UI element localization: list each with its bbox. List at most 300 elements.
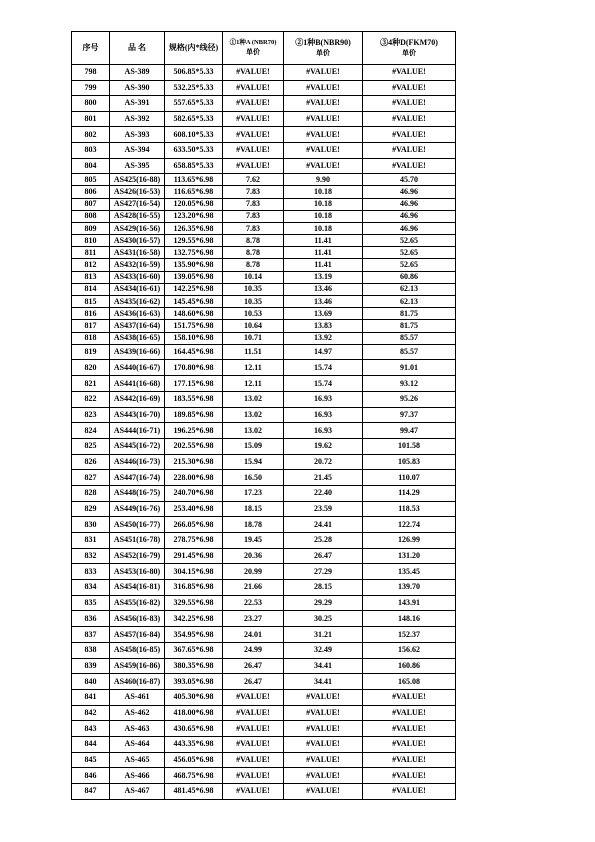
row-price-d: 156.62 xyxy=(363,642,456,658)
row-price-d: 85.57 xyxy=(363,344,456,360)
row-seq: 833 xyxy=(72,564,110,580)
row-price-d: #VALUE! xyxy=(363,784,456,800)
table-body xyxy=(72,65,456,800)
row-price-d: 62.13 xyxy=(363,283,456,295)
row-price-d: 52.65 xyxy=(363,247,456,259)
table-row xyxy=(72,360,456,376)
row-price-d: #VALUE! xyxy=(363,142,456,158)
row-price-a: 7.83 xyxy=(223,198,284,210)
row-price-b: #VALUE! xyxy=(284,65,363,81)
row-price-b: 26.47 xyxy=(284,548,363,564)
row-price-d: 52.65 xyxy=(363,235,456,247)
row-spec: 380.35*6.98 xyxy=(165,658,223,674)
row-name: AS454(16-81) xyxy=(110,580,165,596)
table-row xyxy=(72,752,456,768)
row-price-a: 7.83 xyxy=(223,210,284,222)
row-spec: 158.10*6.98 xyxy=(165,332,223,344)
row-spec: 132.75*6.98 xyxy=(165,247,223,259)
row-seq: 836 xyxy=(72,611,110,627)
row-price-d: 101.58 xyxy=(363,438,456,454)
row-spec: 116.65*6.98 xyxy=(165,186,223,198)
row-price-b: 10.18 xyxy=(284,198,363,210)
row-price-a: 10.35 xyxy=(223,283,284,295)
row-seq: 798 xyxy=(72,65,110,81)
row-price-d: #VALUE! xyxy=(363,96,456,112)
row-price-a: 13.02 xyxy=(223,423,284,439)
row-price-d: #VALUE! xyxy=(363,158,456,174)
row-price-d: 85.57 xyxy=(363,332,456,344)
row-price-d: 81.75 xyxy=(363,320,456,332)
table-row xyxy=(72,595,456,611)
row-name: AS440(16-67) xyxy=(110,360,165,376)
row-spec: 557.65*5.33 xyxy=(165,96,223,112)
table-row xyxy=(72,259,456,271)
row-name: AS447(16-74) xyxy=(110,470,165,486)
row-price-b: 13.19 xyxy=(284,271,363,283)
row-name: AS436(16-63) xyxy=(110,308,165,320)
row-seq: 818 xyxy=(72,332,110,344)
row-price-b: #VALUE! xyxy=(284,784,363,800)
row-spec: 120.05*6.98 xyxy=(165,198,223,210)
row-seq: 832 xyxy=(72,548,110,564)
row-price-d: #VALUE! xyxy=(363,721,456,737)
row-spec: 189.85*6.98 xyxy=(165,407,223,423)
row-price-d: 46.96 xyxy=(363,198,456,210)
row-price-d: #VALUE! xyxy=(363,752,456,768)
row-price-d: 148.16 xyxy=(363,611,456,627)
row-seq: 801 xyxy=(72,111,110,127)
row-spec: 183.55*6.98 xyxy=(165,391,223,407)
row-seq: 814 xyxy=(72,283,110,295)
row-price-d: 165.08 xyxy=(363,674,456,690)
table-row xyxy=(72,470,456,486)
table-row xyxy=(72,296,456,308)
row-price-a: 21.66 xyxy=(223,580,284,596)
row-name: AS-395 xyxy=(110,158,165,174)
row-seq: 830 xyxy=(72,517,110,533)
row-spec: 129.55*6.98 xyxy=(165,235,223,247)
row-price-a: 15.94 xyxy=(223,454,284,470)
row-spec: 608.10*5.33 xyxy=(165,127,223,143)
row-seq: 799 xyxy=(72,80,110,96)
table-row xyxy=(72,501,456,517)
row-price-b: 16.93 xyxy=(284,407,363,423)
row-price-a: #VALUE! xyxy=(223,65,284,81)
table-row xyxy=(72,580,456,596)
row-price-d: 126.99 xyxy=(363,533,456,549)
row-price-b: 16.93 xyxy=(284,391,363,407)
header-col-a xyxy=(223,32,284,65)
row-spec: 633.50*5.33 xyxy=(165,142,223,158)
row-price-b: 11.41 xyxy=(284,259,363,271)
row-price-a: 23.27 xyxy=(223,611,284,627)
row-spec: 393.05*6.98 xyxy=(165,674,223,690)
table-row xyxy=(72,407,456,423)
table-row xyxy=(72,376,456,392)
row-price-a: 18.15 xyxy=(223,501,284,517)
row-price-b: 13.46 xyxy=(284,296,363,308)
row-price-a: 16.50 xyxy=(223,470,284,486)
row-price-d: 46.96 xyxy=(363,222,456,234)
row-name: AS444(16-71) xyxy=(110,423,165,439)
row-name: AS429(16-56) xyxy=(110,222,165,234)
row-name: AS455(16-82) xyxy=(110,595,165,611)
table-row xyxy=(72,247,456,259)
table-row xyxy=(72,158,456,174)
header-col-d-title: ③4种D(FKM70) xyxy=(380,38,438,47)
row-price-b: #VALUE! xyxy=(284,158,363,174)
row-price-a: 8.78 xyxy=(223,259,284,271)
row-price-a: 7.83 xyxy=(223,186,284,198)
row-spec: 228.00*6.98 xyxy=(165,470,223,486)
row-price-a: #VALUE! xyxy=(223,111,284,127)
row-price-a: 20.36 xyxy=(223,548,284,564)
row-seq: 808 xyxy=(72,210,110,222)
header-seq: 序号 xyxy=(72,32,110,65)
row-price-b: 13.92 xyxy=(284,332,363,344)
row-price-d: 45.70 xyxy=(363,174,456,186)
row-price-a: 15.09 xyxy=(223,438,284,454)
row-price-d: 152.37 xyxy=(363,627,456,643)
row-name: AS452(16-79) xyxy=(110,548,165,564)
row-price-d: 139.70 xyxy=(363,580,456,596)
row-price-b: #VALUE! xyxy=(284,768,363,784)
header-col-b-sub: 单价 xyxy=(316,49,330,57)
row-seq: 813 xyxy=(72,271,110,283)
row-price-d: #VALUE! xyxy=(363,689,456,705)
row-price-b: #VALUE! xyxy=(284,752,363,768)
row-name: AS441(16-68) xyxy=(110,376,165,392)
row-name: AS425(16-88) xyxy=(110,174,165,186)
header-name: 品 名 xyxy=(110,32,165,65)
row-price-a: #VALUE! xyxy=(223,705,284,721)
row-spec: 142.25*6.98 xyxy=(165,283,223,295)
row-spec: 148.60*6.98 xyxy=(165,308,223,320)
row-spec: 316.85*6.98 xyxy=(165,580,223,596)
row-seq: 804 xyxy=(72,158,110,174)
row-name: AS-394 xyxy=(110,142,165,158)
row-seq: 831 xyxy=(72,533,110,549)
row-price-a: #VALUE! xyxy=(223,142,284,158)
table-row xyxy=(72,142,456,158)
row-price-d: 99.47 xyxy=(363,423,456,439)
table-row xyxy=(72,423,456,439)
row-price-a: 13.02 xyxy=(223,391,284,407)
row-price-b: 34.41 xyxy=(284,674,363,690)
row-price-b: #VALUE! xyxy=(284,736,363,752)
row-price-a: #VALUE! xyxy=(223,689,284,705)
row-seq: 803 xyxy=(72,142,110,158)
row-price-b: 16.93 xyxy=(284,423,363,439)
row-price-d: #VALUE! xyxy=(363,111,456,127)
row-price-d: 114.29 xyxy=(363,485,456,501)
table-row xyxy=(72,127,456,143)
row-price-b: 20.72 xyxy=(284,454,363,470)
row-spec: 430.65*6.98 xyxy=(165,721,223,737)
header-spec: 规格(内*线径) xyxy=(165,32,223,65)
table-row xyxy=(72,674,456,690)
table-row xyxy=(72,689,456,705)
table-row xyxy=(72,564,456,580)
row-price-b: #VALUE! xyxy=(284,96,363,112)
row-spec: 367.65*6.98 xyxy=(165,642,223,658)
row-spec: 468.75*6.98 xyxy=(165,768,223,784)
row-spec: 532.25*5.33 xyxy=(165,80,223,96)
row-price-d: #VALUE! xyxy=(363,736,456,752)
row-price-d: 81.75 xyxy=(363,308,456,320)
table-row xyxy=(72,111,456,127)
row-name: AS434(16-61) xyxy=(110,283,165,295)
row-price-a: 10.64 xyxy=(223,320,284,332)
row-name: AS-466 xyxy=(110,768,165,784)
row-seq: 822 xyxy=(72,391,110,407)
row-price-a: 10.35 xyxy=(223,296,284,308)
row-spec: 443.35*6.98 xyxy=(165,736,223,752)
table-row xyxy=(72,344,456,360)
row-price-b: 11.41 xyxy=(284,247,363,259)
row-price-a: 8.78 xyxy=(223,235,284,247)
row-name: AS427(16-54) xyxy=(110,198,165,210)
row-seq: 843 xyxy=(72,721,110,737)
row-price-b: 27.29 xyxy=(284,564,363,580)
table-row xyxy=(72,705,456,721)
row-price-b: 15.74 xyxy=(284,376,363,392)
row-price-a: 7.62 xyxy=(223,174,284,186)
row-price-b: 21.45 xyxy=(284,470,363,486)
row-name: AS446(16-73) xyxy=(110,454,165,470)
row-seq: 817 xyxy=(72,320,110,332)
row-name: AS-467 xyxy=(110,784,165,800)
row-price-a: #VALUE! xyxy=(223,127,284,143)
row-spec: 354.95*6.98 xyxy=(165,627,223,643)
row-name: AS453(16-80) xyxy=(110,564,165,580)
row-name: AS438(16-65) xyxy=(110,332,165,344)
row-price-d: 110.07 xyxy=(363,470,456,486)
row-price-b: 10.18 xyxy=(284,186,363,198)
row-price-b: 13.83 xyxy=(284,320,363,332)
row-price-a: #VALUE! xyxy=(223,784,284,800)
row-seq: 834 xyxy=(72,580,110,596)
row-price-b: 10.18 xyxy=(284,222,363,234)
row-seq: 805 xyxy=(72,174,110,186)
table-row xyxy=(72,320,456,332)
table-row xyxy=(72,485,456,501)
table-row xyxy=(72,642,456,658)
row-name: AS448(16-75) xyxy=(110,485,165,501)
row-price-a: #VALUE! xyxy=(223,96,284,112)
row-price-a: 8.78 xyxy=(223,247,284,259)
row-price-a: #VALUE! xyxy=(223,768,284,784)
row-name: AS-389 xyxy=(110,65,165,81)
row-spec: 170.80*6.98 xyxy=(165,360,223,376)
header-col-b-title: ②1种B(NBR90) xyxy=(295,38,351,47)
row-price-b: 19.62 xyxy=(284,438,363,454)
row-price-b: 15.74 xyxy=(284,360,363,376)
table-row xyxy=(72,198,456,210)
header-col-a-sub: 单价 xyxy=(246,48,260,57)
table-row xyxy=(72,222,456,234)
row-seq: 842 xyxy=(72,705,110,721)
row-price-d: 52.65 xyxy=(363,259,456,271)
row-spec: 123.20*6.98 xyxy=(165,210,223,222)
row-price-b: #VALUE! xyxy=(284,127,363,143)
row-price-a: 12.11 xyxy=(223,376,284,392)
row-price-d: #VALUE! xyxy=(363,65,456,81)
row-price-d: 97.37 xyxy=(363,407,456,423)
row-price-d: 60.86 xyxy=(363,271,456,283)
row-price-a: 18.78 xyxy=(223,517,284,533)
row-name: AS439(16-66) xyxy=(110,344,165,360)
row-price-d: 62.13 xyxy=(363,296,456,308)
row-spec: 126.35*6.98 xyxy=(165,222,223,234)
row-price-d: 135.45 xyxy=(363,564,456,580)
row-price-a: 11.51 xyxy=(223,344,284,360)
row-price-a: #VALUE! xyxy=(223,80,284,96)
row-price-d: 118.53 xyxy=(363,501,456,517)
row-price-a: 10.71 xyxy=(223,332,284,344)
row-spec: 202.55*6.98 xyxy=(165,438,223,454)
row-spec: 135.90*6.98 xyxy=(165,259,223,271)
row-seq: 824 xyxy=(72,423,110,439)
row-name: AS442(16-69) xyxy=(110,391,165,407)
row-spec: 342.25*6.98 xyxy=(165,611,223,627)
row-spec: 658.85*5.33 xyxy=(165,158,223,174)
header-row xyxy=(72,32,456,65)
row-seq: 810 xyxy=(72,235,110,247)
row-seq: 841 xyxy=(72,689,110,705)
row-spec: 164.45*6.98 xyxy=(165,344,223,360)
table-row xyxy=(72,736,456,752)
row-price-d: 93.12 xyxy=(363,376,456,392)
row-name: AS-461 xyxy=(110,689,165,705)
table-row xyxy=(72,186,456,198)
price-table xyxy=(71,31,456,800)
row-seq: 845 xyxy=(72,752,110,768)
row-spec: 582.65*5.33 xyxy=(165,111,223,127)
table-row xyxy=(72,391,456,407)
row-price-b: #VALUE! xyxy=(284,705,363,721)
row-price-b: 31.21 xyxy=(284,627,363,643)
row-price-d: #VALUE! xyxy=(363,80,456,96)
row-price-a: #VALUE! xyxy=(223,721,284,737)
table-row xyxy=(72,454,456,470)
row-price-a: 20.99 xyxy=(223,564,284,580)
table-row xyxy=(72,210,456,222)
row-seq: 825 xyxy=(72,438,110,454)
row-price-b: #VALUE! xyxy=(284,721,363,737)
header-col-a-title: ①1种A (NBR70) xyxy=(229,38,277,46)
table-row xyxy=(72,438,456,454)
row-price-b: 30.25 xyxy=(284,611,363,627)
row-spec: 240.70*6.98 xyxy=(165,485,223,501)
row-name: AS445(16-72) xyxy=(110,438,165,454)
row-price-d: #VALUE! xyxy=(363,705,456,721)
row-seq: 811 xyxy=(72,247,110,259)
row-seq: 827 xyxy=(72,470,110,486)
row-name: AS-390 xyxy=(110,80,165,96)
row-name: AS428(16-55) xyxy=(110,210,165,222)
row-name: AS-392 xyxy=(110,111,165,127)
row-name: AS435(16-62) xyxy=(110,296,165,308)
row-spec: 266.05*6.98 xyxy=(165,517,223,533)
row-spec: 113.65*6.98 xyxy=(165,174,223,186)
table-row xyxy=(72,174,456,186)
row-seq: 812 xyxy=(72,259,110,271)
row-spec: 405.30*6.98 xyxy=(165,689,223,705)
row-seq: 807 xyxy=(72,198,110,210)
header-col-d xyxy=(363,32,456,65)
row-price-b: 9.90 xyxy=(284,174,363,186)
table-row xyxy=(72,308,456,320)
row-price-b: #VALUE! xyxy=(284,142,363,158)
row-price-a: #VALUE! xyxy=(223,158,284,174)
row-price-a: 10.14 xyxy=(223,271,284,283)
table-row xyxy=(72,658,456,674)
header-col-b xyxy=(284,32,363,65)
row-price-a: 7.83 xyxy=(223,222,284,234)
row-price-b: 24.41 xyxy=(284,517,363,533)
row-spec: 215.30*6.98 xyxy=(165,454,223,470)
row-name: AS-463 xyxy=(110,721,165,737)
row-seq: 847 xyxy=(72,784,110,800)
row-name: AS433(16-60) xyxy=(110,271,165,283)
row-price-b: 22.40 xyxy=(284,485,363,501)
row-price-a: 12.11 xyxy=(223,360,284,376)
table-row xyxy=(72,768,456,784)
row-name: AS450(16-77) xyxy=(110,517,165,533)
table-row xyxy=(72,533,456,549)
row-name: AS457(16-84) xyxy=(110,627,165,643)
row-spec: 145.45*6.98 xyxy=(165,296,223,308)
row-name: AS-464 xyxy=(110,736,165,752)
row-seq: 815 xyxy=(72,296,110,308)
row-price-d: 131.20 xyxy=(363,548,456,564)
row-seq: 837 xyxy=(72,627,110,643)
row-spec: 196.25*6.98 xyxy=(165,423,223,439)
row-seq: 809 xyxy=(72,222,110,234)
row-price-d: 105.83 xyxy=(363,454,456,470)
row-price-b: 29.29 xyxy=(284,595,363,611)
row-seq: 828 xyxy=(72,485,110,501)
row-price-b: 23.59 xyxy=(284,501,363,517)
table-row xyxy=(72,611,456,627)
row-seq: 816 xyxy=(72,308,110,320)
table-row xyxy=(72,517,456,533)
row-name: AS456(16-83) xyxy=(110,611,165,627)
row-price-d: #VALUE! xyxy=(363,768,456,784)
row-name: AS460(16-87) xyxy=(110,674,165,690)
row-price-a: 19.45 xyxy=(223,533,284,549)
row-price-a: #VALUE! xyxy=(223,736,284,752)
row-price-a: 22.53 xyxy=(223,595,284,611)
table-row xyxy=(72,96,456,112)
row-price-a: 26.47 xyxy=(223,674,284,690)
row-price-d: 143.91 xyxy=(363,595,456,611)
row-seq: 821 xyxy=(72,376,110,392)
row-price-d: 46.96 xyxy=(363,186,456,198)
row-spec: 139.05*6.98 xyxy=(165,271,223,283)
row-name: AS458(16-85) xyxy=(110,642,165,658)
row-name: AS459(16-86) xyxy=(110,658,165,674)
table-row xyxy=(72,627,456,643)
row-price-b: #VALUE! xyxy=(284,689,363,705)
row-price-a: 17.23 xyxy=(223,485,284,501)
row-price-b: 11.41 xyxy=(284,235,363,247)
row-seq: 835 xyxy=(72,595,110,611)
row-price-d: #VALUE! xyxy=(363,127,456,143)
table-row xyxy=(72,332,456,344)
table-row xyxy=(72,80,456,96)
